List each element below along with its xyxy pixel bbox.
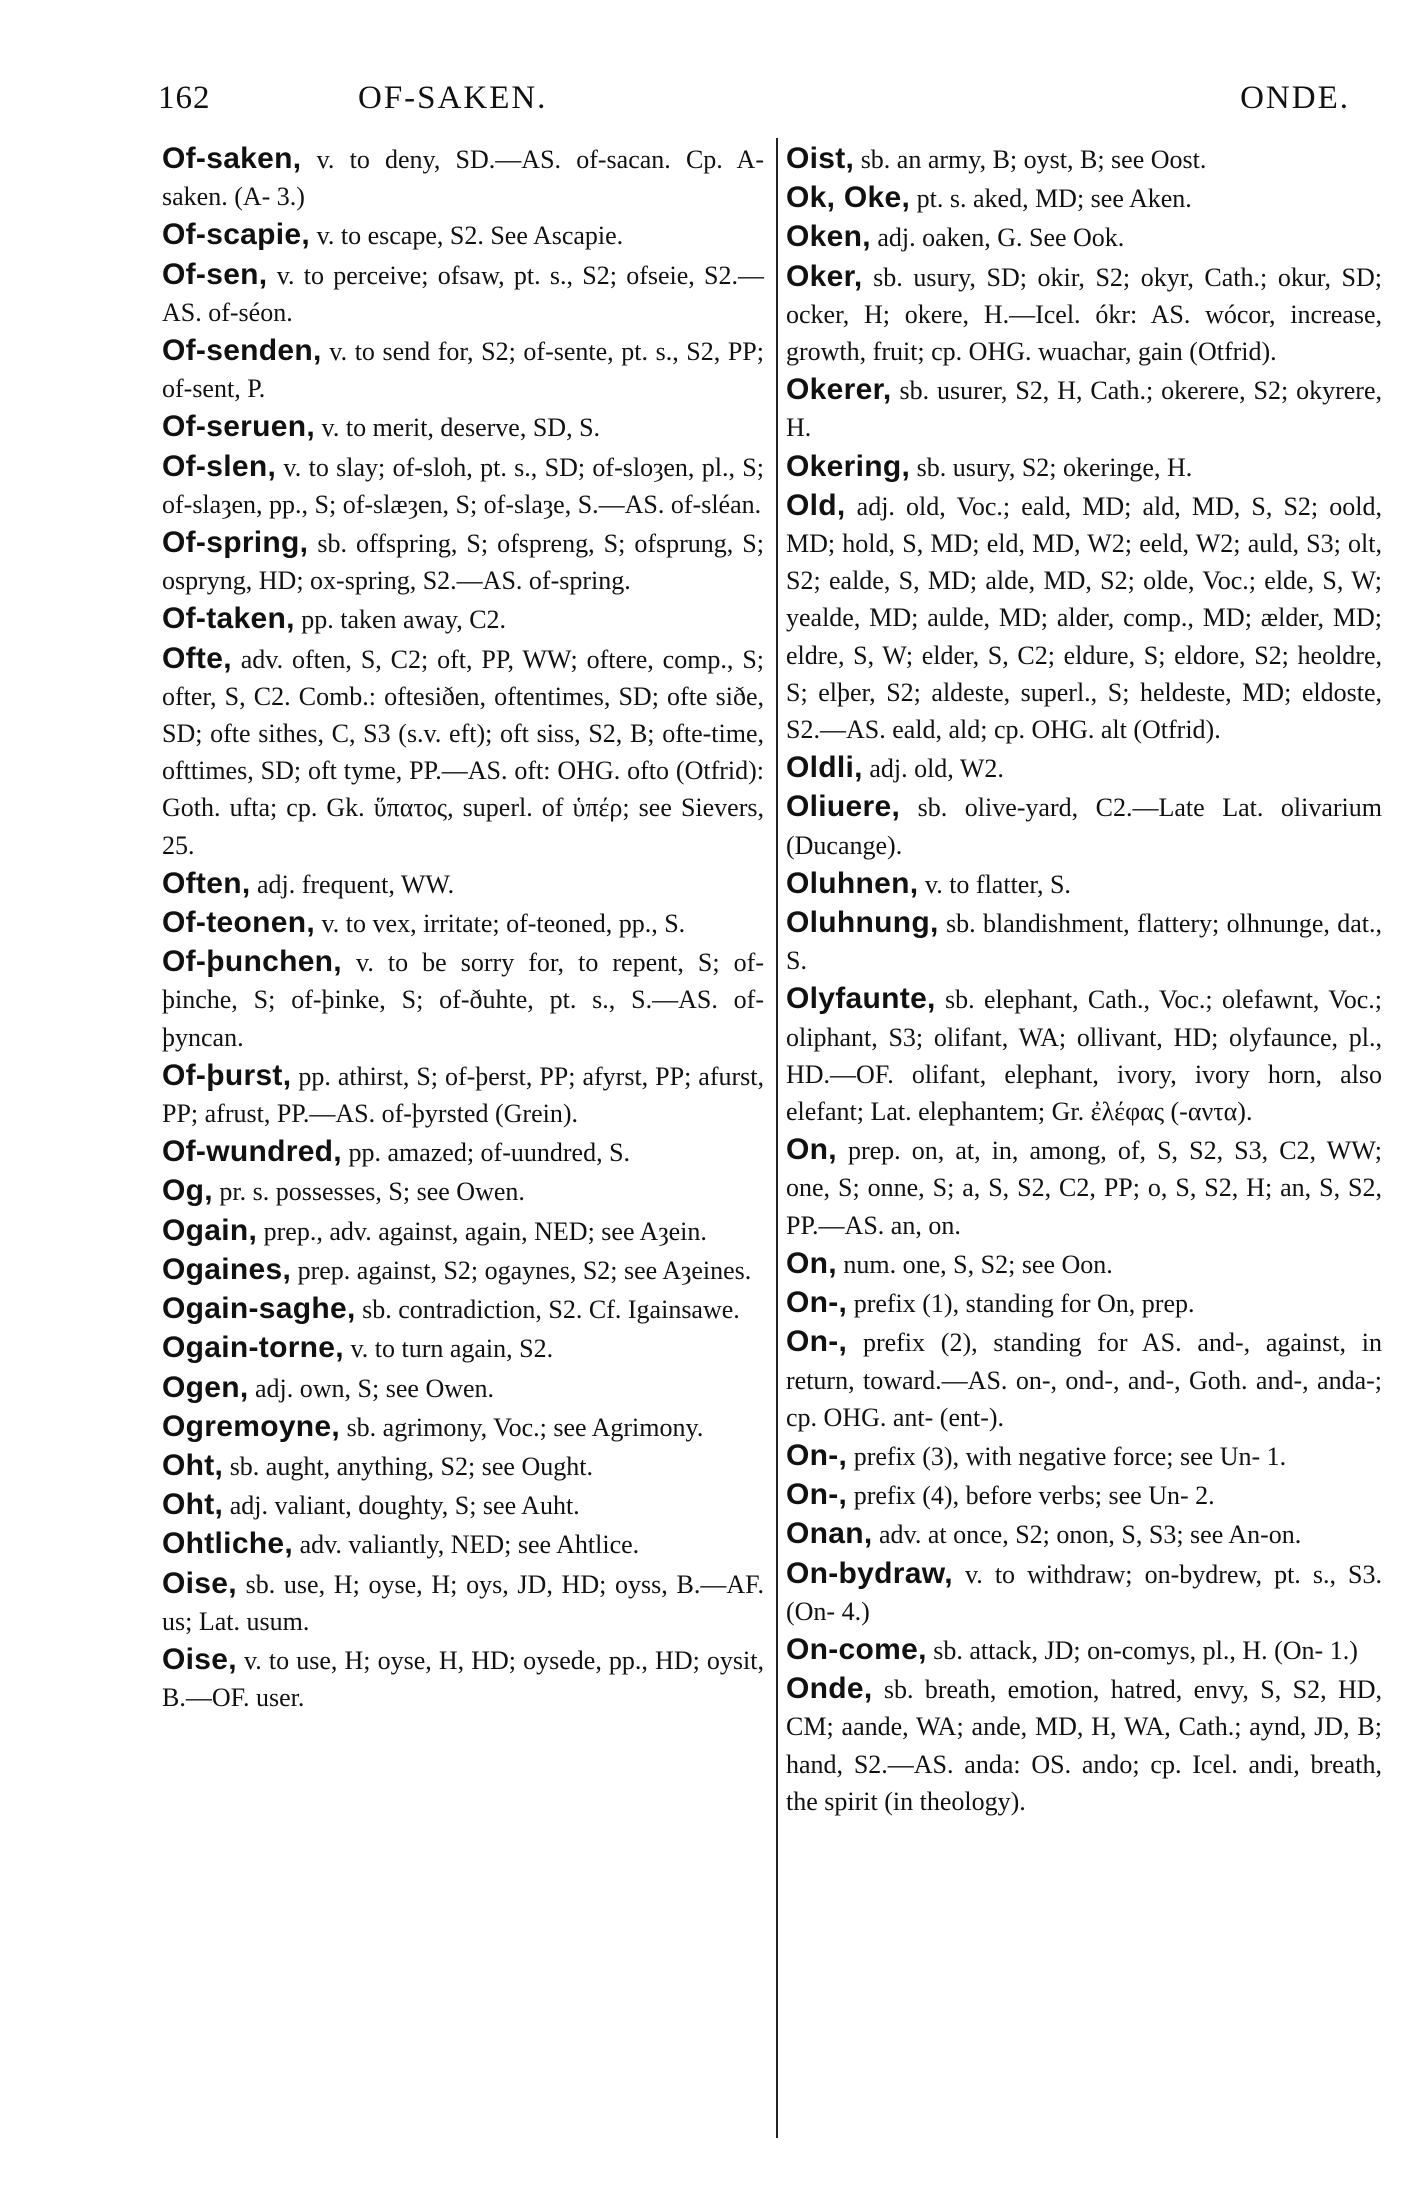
entry-headword: Of-scapie, [162, 218, 311, 252]
dictionary-entry [162, 1057, 764, 1132]
entry-headword: On-, [786, 1478, 848, 1512]
entry-headword: Oluhnung, [786, 906, 939, 940]
entry-headword: On-, [786, 1286, 848, 1320]
dictionary-entry [162, 1290, 764, 1328]
entry-headword: Of-wundred, [162, 1135, 342, 1169]
entry-definition: num. one, S, S2; see Oon. [836, 1249, 1113, 1279]
entry-headword: Ogain-saghe, [162, 1292, 356, 1326]
entry-headword: Onde, [786, 1672, 873, 1706]
entry-definition: adv. at once, S2; onon, S, S3; see An-on. [872, 1520, 1302, 1550]
entry-definition: v. to deny, SD.—AS. of-sacan. Cp. A-saken. (A- 3.) [162, 145, 764, 212]
dictionary-entry [786, 749, 1382, 787]
entry-headword: Oker, [786, 259, 863, 293]
entry-definition: sb. aught, anything, S2; see Ought. [223, 1451, 593, 1481]
entry-definition: sb. usury, S2; okeringe, H. [910, 452, 1193, 482]
entry-headword: On, [786, 1246, 837, 1280]
dictionary-entry [786, 1515, 1382, 1553]
entry-headword: Of-spring, [162, 526, 309, 560]
entry-headword: Of-teonen, [162, 906, 315, 940]
entry-definition: adv. often, S, C2; oft, PP, WW; oftere, comp., S; ofter, S, C2. Comb.: oftesiðen, oftentimes, SD; ofte siðe, SD; ofte sithes, C, S3 (s.v. eft); oft siss, S2, B; ofte-time, ofttimes, SD; oft tyme, PP.—AS. oft: OHG. ofto (Otfrid): Goth. ufta; cp. Gk. ὕπατος, superl. of ὑπέρ; see Sievers, 25. [162, 644, 764, 860]
entry-definition: adj. valiant, doughty, S; see Auht. [223, 1491, 580, 1521]
entry-definition: adv. valiantly, NED; see Ahtlice. [293, 1530, 640, 1560]
entry-headword: Oht, [162, 1448, 224, 1482]
dictionary-entry [786, 448, 1382, 486]
entry-headword: Oht, [162, 1488, 224, 1522]
dictionary-entry [786, 980, 1382, 1130]
entry-definition: prefix (2), standing for AS. and-, against, in return, toward.—AS. on-, ond-, and-, Goth. and-, anda-; cp. OHG. ant- (ent-). [786, 1328, 1382, 1432]
entry-definition: v. to escape, S2. See Ascapie. [310, 221, 624, 251]
entry-definition: adj. frequent, WW. [250, 869, 455, 899]
dictionary-entry [786, 487, 1382, 748]
dictionary-entry [162, 448, 764, 523]
dictionary-entry [786, 1284, 1382, 1322]
entry-definition: v. to vex, irritate; of-teoned, pp., S. [315, 909, 686, 939]
entry-headword: On-come, [786, 1632, 927, 1666]
entry-definition: sb. use, H; oyse, H; oys, JD, HD; oyss, B.—AF. us; Lat. usum. [162, 1569, 764, 1636]
dictionary-entry [786, 1245, 1382, 1283]
entry-headword: Ogen, [162, 1370, 249, 1404]
dictionary-entry [162, 1251, 764, 1289]
entry-headword: Oluhnen, [786, 866, 919, 900]
dictionary-entry [786, 179, 1382, 217]
dictionary-entry [162, 865, 764, 903]
entry-definition: adj. oaken, G. See Ook. [870, 223, 1125, 253]
entry-definition: sb. olive-yard, C2.—Late Lat. olivarium (Ducange). [786, 793, 1382, 860]
entry-headword: On, [786, 1133, 837, 1167]
left-guide-word: OF-SAKEN. [358, 80, 548, 116]
entry-headword: Onan, [786, 1517, 873, 1551]
entry-headword: Ohtliche, [162, 1527, 294, 1561]
dictionary-entry [162, 1641, 764, 1716]
dictionary-entry [786, 865, 1382, 903]
entry-definition: sb. elephant, Cath., Voc.; olefawnt, Voc.; oliphant, S3; olifant, WA; ollivant, HD; olyfaunce, pl., HD.—OF. olifant, elephant, ivory, ivory horn, also elefant; Lat. elephantem; Gr. ἐλέφας (-αντα). [786, 985, 1382, 1127]
dictionary-entry [786, 1670, 1382, 1820]
entry-definition: sb. agrimony, Voc.; see Agrimony. [340, 1412, 704, 1442]
dictionary-entry [162, 1565, 764, 1640]
dictionary-entry [162, 1486, 764, 1524]
entry-headword: Oise, [162, 1642, 237, 1676]
dictionary-entry [786, 1631, 1382, 1669]
entry-definition: sb. breath, emotion, hatred, envy, S, S2, HD, CM; aande, WA; ande, MD, H, WA, Cath.; aynd, JD, B; hand, S2.—AS. anda: OS. ando; cp. Icel. andi, breath, the spirit (in theology). [786, 1675, 1382, 1816]
entry-headword: Oldli, [786, 751, 863, 785]
entry-definition: sb. an army, B; oyst, B; see Oost. [854, 145, 1207, 174]
dictionary-entry [162, 1212, 764, 1250]
running-head [158, 70, 1350, 130]
dictionary-entry [786, 1131, 1382, 1244]
entry-headword: On-bydraw, [786, 1556, 953, 1590]
entry-headword: Okering, [786, 449, 911, 483]
entry-definition: adj. old, Voc.; eald, MD; ald, MD, S, S2; oold, MD; hold, S, MD; eld, MD, W2; eeld, W2; auld, S3; olt, S2; ealde, S, MD; alde, MD, S2; olde, Voc.; elde, S, W; yealde, MD; aulde, MD; alder, comp., MD; ælder, MD; eldre, S, W; elder, S, C2; eldure, S; eldore, S2; heoldre, S; elþer, S2; aldeste, superl., S; heldeste, MD; eldoste, S2.—AS. eald, ald; cp. OHG. alt (Otfrid). [786, 491, 1382, 745]
dictionary-entry [786, 1555, 1382, 1630]
entry-headword: Oliuere, [786, 790, 901, 824]
entry-definition: prep. on, at, in, among, of, S, S2, S3, C2, WW; one, S; onne, S; a, S, S2, C2, PP; o, S, S2, H; an, S, S2, PP.—AS. an, on. [786, 1136, 1382, 1240]
dictionary-entry [162, 904, 764, 942]
entry-definition: adj. old, W2. [862, 754, 1004, 784]
entry-headword: Of-taken, [162, 602, 295, 636]
dictionary-entry [162, 1447, 764, 1485]
left-column [162, 140, 764, 1716]
entry-headword: Ogremoyne, [162, 1409, 341, 1443]
dictionary-entry [786, 1476, 1382, 1514]
entry-definition: pp. taken away, C2. [294, 605, 507, 635]
entry-definition: v. to merit, deserve, SD, S. [315, 413, 601, 443]
dictionary-entry [786, 371, 1382, 446]
dictionary-entry [162, 256, 764, 331]
dictionary-entry [162, 1369, 764, 1407]
entry-headword: Of-slen, [162, 449, 277, 483]
entry-headword: On-, [786, 1438, 848, 1472]
entry-definition: sb. offspring, S; ofspreng, S; ofsprung, S; ospryng, HD; ox-spring, S2.—AS. of-spring. [162, 529, 764, 596]
entry-headword: Of-sen, [162, 257, 268, 291]
dictionary-entry [786, 218, 1382, 256]
entry-headword: Ogain, [162, 1213, 258, 1247]
dictionary-entry [786, 140, 1382, 178]
dictionary-entry [162, 1172, 764, 1210]
dictionary-entry [162, 640, 764, 864]
entry-definition: sb. usurer, S2, H, Cath.; okerere, S2; okyrere, H. [786, 376, 1382, 443]
entry-definition: v. to send for, S2; of-sente, pt. s., S2, PP; of-sent, P. [162, 337, 764, 404]
column-divider [776, 138, 778, 2138]
entry-definition: v. to withdraw; on-bydrew, pt. s., S3. (On- 4.) [786, 1559, 1382, 1626]
entry-headword: Old, [786, 488, 846, 522]
page-number: 162 [158, 80, 211, 116]
right-guide-word: ONDE. [1240, 80, 1350, 116]
dictionary-entry [162, 1133, 764, 1171]
entry-headword: Og, [162, 1174, 213, 1208]
dictionary-entry [786, 1437, 1382, 1475]
entry-headword: Ok, Oke, [786, 181, 911, 215]
dictionary-entry [162, 408, 764, 446]
entry-definition: prefix (3), with negative force; see Un- 1. [847, 1441, 1287, 1471]
entry-headword: Oise, [162, 1566, 237, 1600]
entry-headword: Of-þurst, [162, 1058, 292, 1092]
entry-headword: Ogaines, [162, 1252, 292, 1286]
dictionary-entry [786, 1323, 1382, 1436]
entry-definition: prep. against, S2; ogaynes, S2; see Aȝeines. [291, 1255, 752, 1285]
entry-definition: sb. blandishment, flattery; olhnunge, dat., S. [786, 909, 1382, 976]
entry-headword: Okerer, [786, 373, 892, 407]
entry-definition: sb. contradiction, S2. Cf. Igainsawe. [355, 1295, 740, 1325]
entry-headword: Of-þunchen, [162, 945, 342, 979]
dictionary-entry [162, 524, 764, 599]
dictionary-entry [786, 788, 1382, 863]
entry-definition: sb. attack, JD; on-comys, pl., H. (On- 1.) [926, 1635, 1358, 1665]
entry-headword: Olyfaunte, [786, 982, 936, 1016]
entry-definition: prep., adv. against, again, NED; see Aȝein. [257, 1216, 707, 1246]
entry-definition: v. to slay; of-sloh, pt. s., SD; of-sloȝen, pl., S; of-slaȝen, pp., S; of-slæȝen, S; of-slaȝe, S.—AS. of-sléan. [162, 452, 764, 519]
entry-definition: v. to turn again, S2. [343, 1334, 554, 1364]
dictionary-entry [786, 904, 1382, 979]
dictionary-entry [162, 140, 764, 215]
entry-definition: v. to be sorry for, to repent, S; of-þinche, S; of-þinke, S; of-ðuhte, pt. s., S.—AS. of-þyncan. [162, 948, 764, 1052]
entry-definition: v. to perceive; ofsaw, pt. s., S2; ofseie, S2.—AS. of-séon. [162, 260, 764, 327]
entry-definition: pp. amazed; of-uundred, S. [341, 1138, 631, 1168]
right-column [786, 140, 1382, 1820]
entry-headword: Oist, [786, 142, 855, 175]
dictionary-entry [162, 943, 764, 1056]
dictionary-entry [786, 258, 1382, 371]
dictionary-entry [162, 600, 764, 638]
dictionary-entry [162, 1525, 764, 1563]
entry-definition: pt. s. aked, MD; see Aken. [910, 184, 1192, 214]
dictionary-entry [162, 1329, 764, 1367]
entry-definition: sb. usury, SD; okir, S2; okyr, Cath.; okur, SD; ocker, H; okere, H.—Icel. ókr: AS. wócor, increase, growth, fruit; cp. OHG. wuachar, gain (Otfrid). [786, 262, 1382, 367]
entry-definition: prefix (4), before verbs; see Un- 2. [847, 1481, 1215, 1511]
entry-headword: Oken, [786, 220, 871, 254]
entry-headword: Often, [162, 866, 251, 900]
entry-headword: Of-saken, [162, 142, 302, 175]
entry-headword: Ofte, [162, 641, 232, 675]
entry-definition: v. to use, H; oyse, H, HD; oysede, pp., HD; oysit, B.—OF. user. [162, 1645, 764, 1713]
entry-definition: adj. own, S; see Owen. [248, 1373, 495, 1403]
entry-headword: Of-seruen, [162, 410, 316, 444]
entry-definition: prefix (1), standing for On, prep. [847, 1289, 1195, 1319]
entry-definition: pp. athirst, S; of-þerst, PP; afyrst, PP; afurst, PP; afrust, PP.—AS. of-þyrsted (Grein). [162, 1061, 764, 1129]
dictionary-entry [162, 332, 764, 407]
entry-definition: pr. s. possesses, S; see Owen. [212, 1177, 525, 1207]
entry-headword: On-, [786, 1325, 848, 1359]
dictionary-entry [162, 216, 764, 254]
entry-definition: v. to flatter, S. [918, 869, 1071, 899]
entry-headword: Of-senden, [162, 334, 322, 368]
dictionary-entry [162, 1408, 764, 1446]
entry-headword: Ogain-torne, [162, 1331, 344, 1365]
